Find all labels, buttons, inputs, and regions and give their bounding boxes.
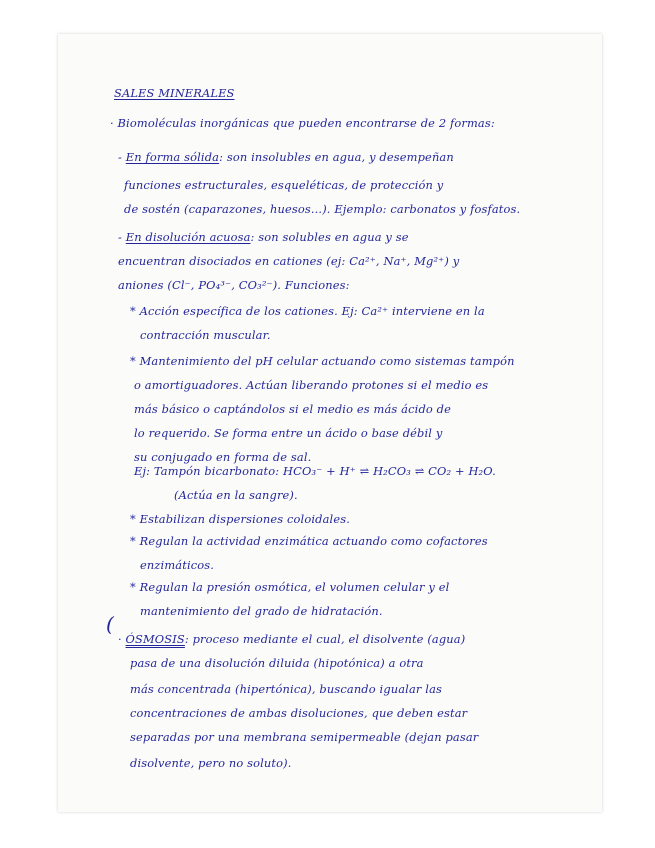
text-line: enzimáticos. — [140, 558, 215, 572]
function-item: * Mantenimiento del pH celular actuando como sistemas tampón — [130, 354, 515, 368]
text-line: encuentran disociados en cationes (ej: Ca²⁺, Na⁺, Mg²⁺) y — [118, 254, 460, 268]
buffer-example-line: Ej: Tampón bicarbonato: HCO₃⁻ + H⁺ ⇌ H₂CO₃ ⇌ CO₂ + H₂O. — [134, 464, 496, 478]
text-line: disolvente, pero no soluto). — [130, 756, 292, 770]
text-line: mantenimiento del grado de hidratación. — [140, 604, 383, 618]
text-line: o amortiguadores. Actúan liberando protones si el medio es — [134, 378, 489, 392]
text-line: más concentrada (hipertónica), buscando igualar las — [130, 682, 443, 696]
text-line: contracción muscular. — [140, 328, 271, 342]
text-line: (Actúa en la sangre). — [174, 488, 298, 502]
intro-line: · Biomoléculas inorgánicas que pueden encontrarse de 2 formas: — [110, 116, 495, 130]
text-line: de sostén (caparazones, huesos...). Ejemplo: carbonatos y fosfatos. — [124, 202, 521, 216]
text-line: pasa de una disolución diluida (hipotónica) a otra — [130, 656, 424, 670]
text-line: separadas por una membrana semipermeable (dejan pasar — [130, 730, 479, 744]
aqueous-form-text: : son solubles en agua y se — [250, 230, 409, 244]
function-item: * Regulan la actividad enzimática actuando como cofactores — [130, 534, 488, 548]
solid-form-text: : son insolubles en agua, y desempeñan — [219, 150, 454, 164]
solid-form-line: - En forma sólida: son insolubles en agua, y desempeñan — [118, 150, 454, 164]
text-line: aniones (Cl⁻, PO₄³⁻, CO₃²⁻). Funciones: — [118, 278, 350, 292]
text-line: más básico o captándolos si el medio es más ácido de — [134, 402, 451, 416]
function-item: * Estabilizan dispersiones coloidales. — [130, 512, 350, 526]
osmosis-heading: ÓSMOSIS — [125, 632, 185, 646]
text-line: funciones estructurales, esqueléticas, de protección y — [124, 178, 444, 192]
aqueous-form-heading: En disolución acuosa — [125, 230, 251, 244]
text-line: concentraciones de ambas disoluciones, que deben estar — [130, 706, 468, 720]
solid-form-heading: En forma sólida — [125, 150, 220, 164]
function-item: * Regulan la presión osmótica, el volumen celular y el — [130, 580, 450, 594]
osmosis-line: · ÓSMOSIS: proceso mediante el cual, el disolvente (agua) — [118, 632, 466, 646]
margin-mark: ( — [106, 612, 114, 636]
text-line: lo requerido. Se forma entre un ácido o base débil y — [134, 426, 443, 440]
text-line: su conjugado en forma de sal. — [134, 450, 312, 464]
function-item: * Acción específica de los cationes. Ej: Ca²⁺ interviene en la — [130, 304, 485, 318]
osmosis-text: : proceso mediante el cual, el disolvente (agua) — [184, 632, 466, 646]
page-title: SALES MINERALES — [114, 86, 235, 100]
aqueous-form-line: - En disolución acuosa: son solubles en agua y se — [118, 230, 409, 244]
